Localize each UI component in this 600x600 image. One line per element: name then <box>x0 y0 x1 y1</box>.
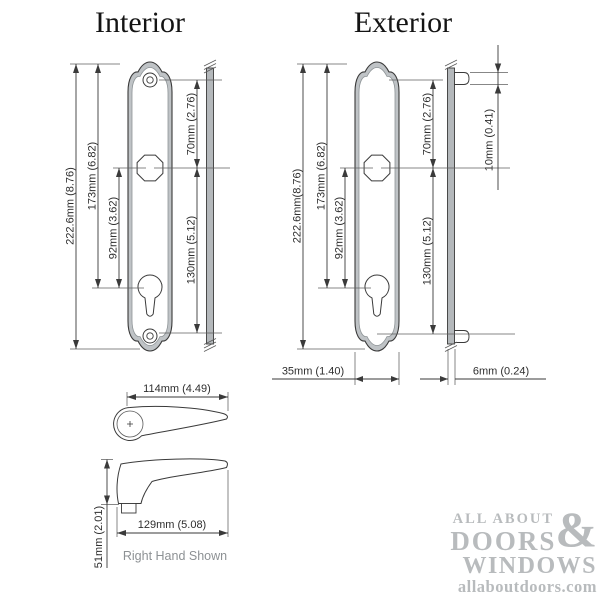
exterior-plate-side <box>445 60 469 352</box>
bottom-mounting-boss <box>455 331 470 343</box>
handle-top-view <box>114 383 228 440</box>
dim-handle-114: 114mm (4.49) <box>143 383 211 395</box>
dim-exterior-6: 6mm (0.24) <box>472 365 530 378</box>
exterior-dimension-lines <box>272 45 546 379</box>
dim-exterior-35: 35mm (1.40) <box>281 365 345 378</box>
exterior-reference-lines <box>297 64 515 385</box>
logo-windows: WINDOWS <box>462 552 597 579</box>
logo-doors: DOORS <box>450 525 557 556</box>
dim-exterior-173: 173mm (6.82) <box>315 141 328 211</box>
handle-side-view <box>93 459 228 568</box>
top-mounting-boss <box>455 73 470 85</box>
dim-interior-70: 70mm (2.76) <box>185 92 198 156</box>
interior-plate-front <box>128 62 172 351</box>
dim-exterior-92: 92mm (3.62) <box>333 196 346 260</box>
exterior-dimension-labels <box>282 93 529 378</box>
interior-plate-side <box>204 60 216 352</box>
dim-exterior-overall: 222.6mm(8.76) <box>291 168 304 244</box>
lever-base <box>122 504 137 514</box>
dim-exterior-130: 130mm (5.12) <box>421 216 434 286</box>
dim-handle-129: 129mm (5.08) <box>137 519 207 531</box>
dim-interior-92: 92mm (3.62) <box>107 196 120 260</box>
lever-top-outline <box>114 406 228 440</box>
dim-handle-51: 51mm (2.01) <box>93 505 105 569</box>
company-logo <box>441 501 597 596</box>
exterior-title: Exterior <box>353 6 453 39</box>
dim-interior-130: 130mm (5.12) <box>185 215 198 285</box>
dim-exterior-70: 70mm (2.76) <box>421 92 434 156</box>
dim-interior-173: 173mm (6.82) <box>86 141 99 211</box>
exterior-plate-front <box>355 62 399 351</box>
interior-title: Interior <box>95 6 185 39</box>
dim-exterior-10: 10mm (0.41) <box>483 108 496 172</box>
lever-side-outline <box>117 459 227 504</box>
dim-interior-overall: 222.6mm (8.76) <box>64 167 77 245</box>
logo-ampersand: & <box>555 501 597 557</box>
hand-orientation-caption: Right Hand Shown <box>122 549 228 563</box>
logo-website: allaboutdoors.com <box>457 576 597 596</box>
logo-all-about: ALL ABOUT <box>452 511 555 527</box>
